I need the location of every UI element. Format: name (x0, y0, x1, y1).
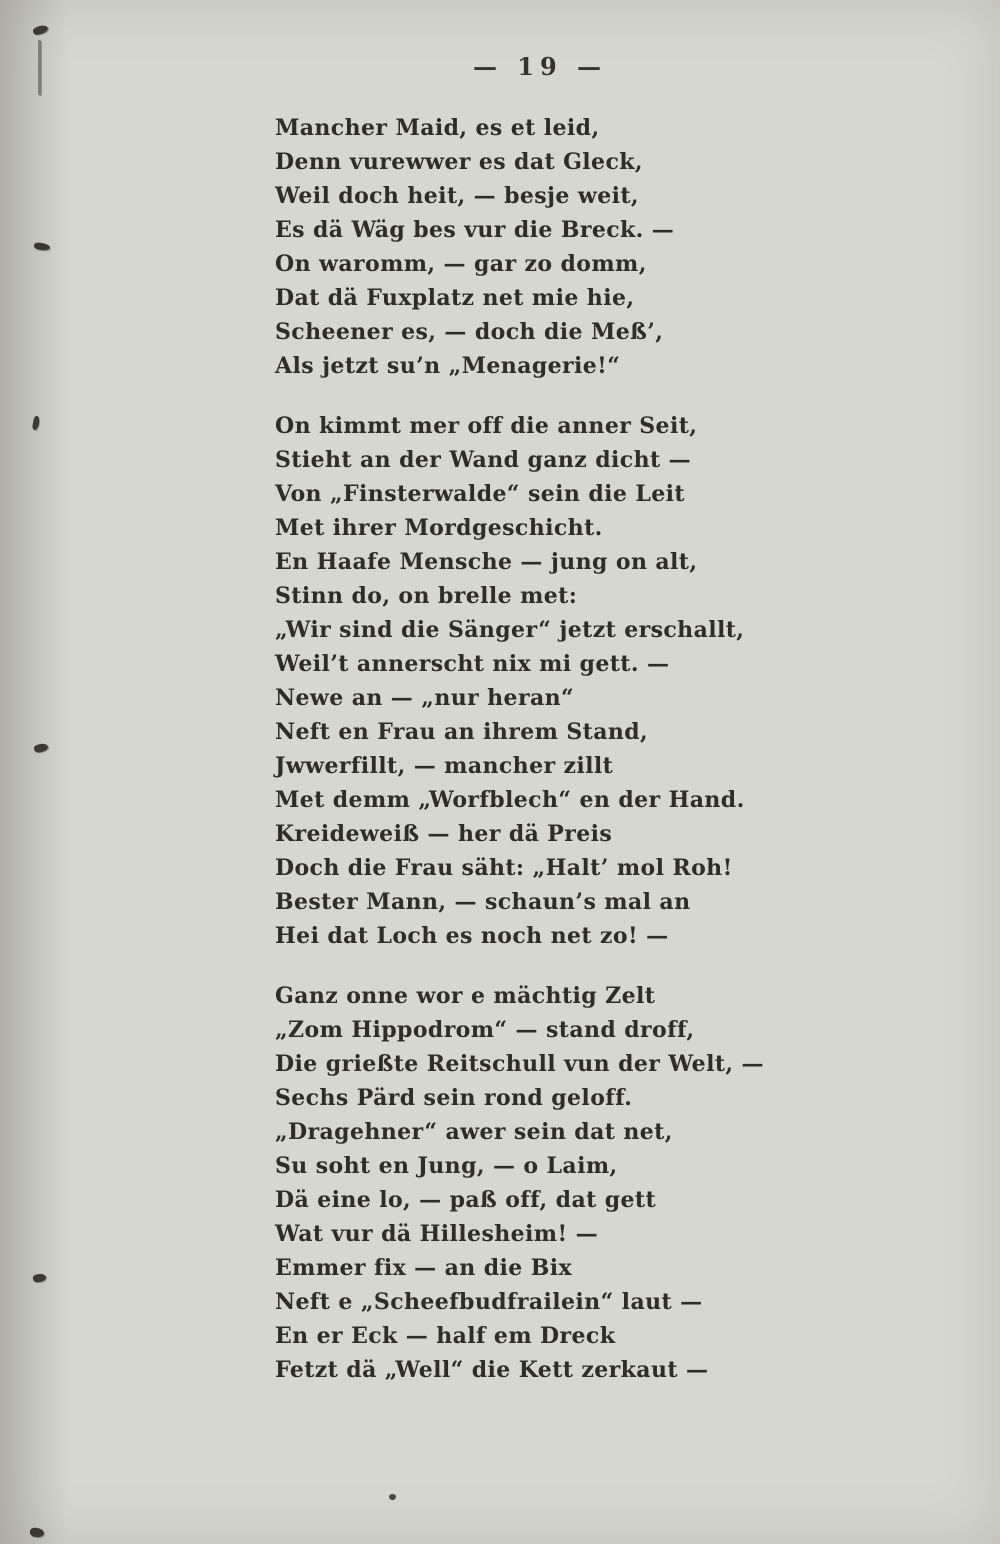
poem-line: Sechs Pärd sein rond geloff. (275, 1085, 633, 1111)
poem-line: Stinn do, on brelle met: (275, 583, 578, 609)
page-content (275, 52, 805, 1413)
poem-line: On waromm, — gar zo domm, (275, 251, 647, 277)
poem-line: Doch die Frau säht: „Halt’ mol Roh! (275, 855, 733, 881)
poem-line: En Haafe Mensche — jung on alt, (275, 549, 698, 575)
binding-stitch-icon (32, 24, 49, 36)
poem-line: On kimmt mer off die anner Seit, (275, 413, 698, 439)
poem-line: Mancher Maid, es et leid, (275, 115, 600, 141)
binding-thread-icon (38, 40, 41, 95)
poem-line: Neft e „Scheefbudfrailein“ laut — (275, 1289, 703, 1315)
poem-stanza-3 (275, 979, 805, 1387)
poem-line: Die grießte Reitschull vun der Welt, — (275, 1051, 764, 1077)
poem-line: Met ihrer Mordgeschicht. (275, 515, 603, 541)
binding-stitch-icon (33, 742, 49, 753)
poem-line: Jwwerfillt, — mancher zillt (275, 753, 614, 779)
page-number: — 19 — (472, 52, 608, 81)
poem-text (275, 111, 805, 1387)
binding-stitch-icon (30, 1527, 45, 1537)
poem-stanza-2 (275, 409, 805, 953)
poem-line: Kreideweiß — her dä Preis (275, 821, 613, 847)
poem-line: Ganz onne wor e mächtig Zelt (275, 983, 656, 1009)
poem-line: Hei dat Loch es noch net zo! — (275, 923, 669, 949)
poem-line: Met demm „Worfblech“ en der Hand. (275, 787, 745, 813)
binding-stitch-icon (34, 242, 51, 251)
poem-line: En er Eck — half em Dreck (275, 1323, 616, 1349)
poem-line: Dä eine lo, — paß off, dat gett (275, 1187, 657, 1213)
ink-speck (389, 1494, 396, 1500)
poem-stanza-1 (275, 111, 805, 383)
poem-line: Fetzt dä „Well“ die Kett zerkaut — (275, 1357, 709, 1383)
poem-line: Bester Mann, — schaun’s mal an (275, 889, 691, 915)
poem-line: Stieht an der Wand ganz dicht — (275, 447, 691, 473)
poem-line: Von „Finsterwalde“ sein die Leit (275, 481, 685, 507)
binding-stitch-icon (32, 416, 41, 431)
poem-line: „Dragehner“ awer sein dat net, (275, 1119, 673, 1145)
poem-line: Weil’t annerscht nix mi gett. — (275, 651, 670, 677)
binding-shadow (0, 0, 70, 1544)
poem-line: Newe an — „nur heran“ (275, 685, 575, 711)
poem-line: Dat dä Fuxplatz net mie hie, (275, 285, 635, 311)
poem-line: „Zom Hippodrom“ — stand droff, (275, 1017, 695, 1043)
poem-line: „Wir sind die Sänger“ jetzt erschallt, (275, 617, 745, 643)
poem-line: Weil doch heit, — besje weit, (275, 183, 639, 209)
poem-line: Su soht en Jung, — o Laim, (275, 1153, 618, 1179)
poem-line: Als jetzt su’n „Menagerie!“ (275, 353, 621, 379)
poem-line: Emmer fix — an die Bix (275, 1255, 573, 1281)
poem-line: Denn vurewwer es dat Gleck, (275, 149, 643, 175)
poem-line: Wat vur dä Hillesheim! — (275, 1221, 598, 1247)
binding-stitch-icon (32, 1273, 46, 1283)
poem-line: Scheener es, — doch die Meß’, (275, 319, 664, 345)
poem-line: Es dä Wäg bes vur die Breck. — (275, 217, 675, 243)
poem-line: Neft en Frau an ihrem Stand, (275, 719, 649, 745)
